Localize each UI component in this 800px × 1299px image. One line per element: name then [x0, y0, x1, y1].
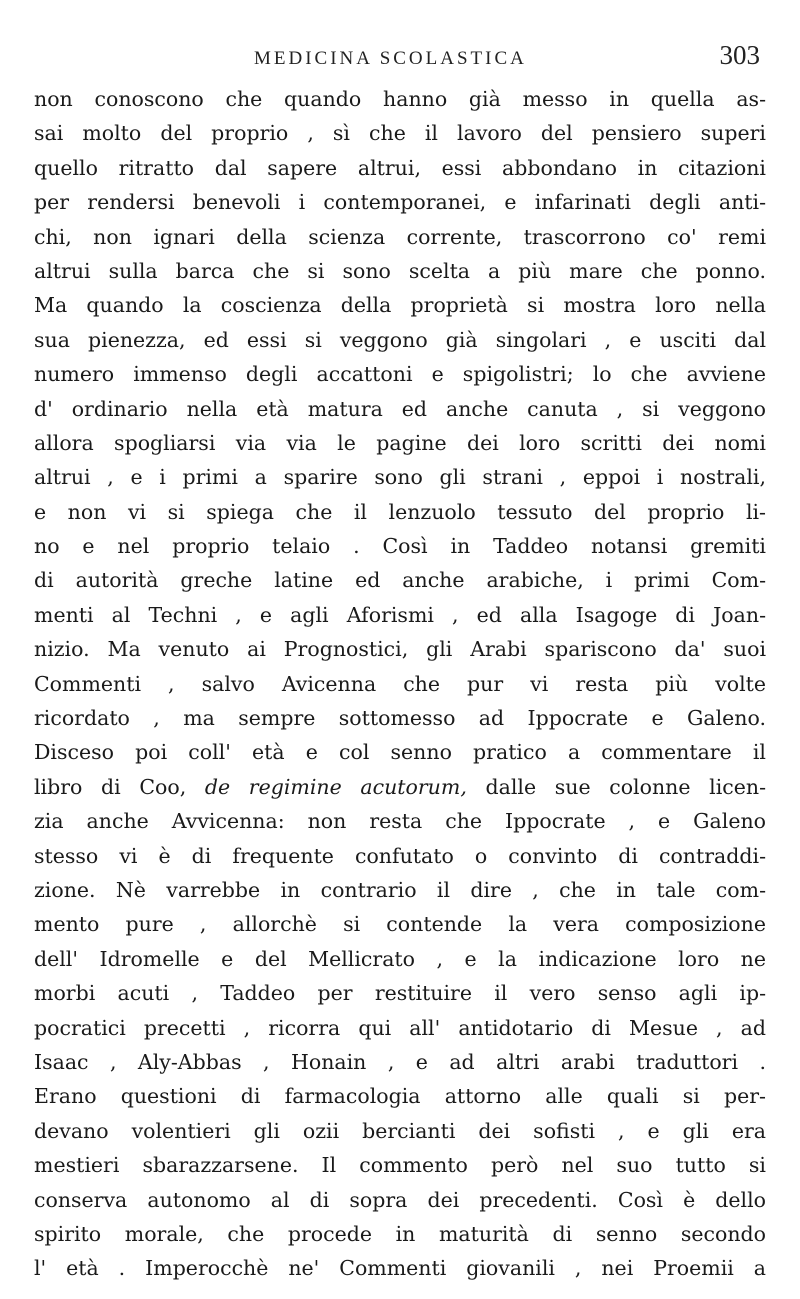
- text-line: Ma quando la coscienza della proprietà si mostra loro nella: [34, 293, 766, 318]
- text-line: mento pure , allorchè si contende la vera composizione: [34, 912, 766, 937]
- text-line: zia anche Avvicenna: non resta che Ippocrate , e Galeno: [34, 809, 766, 834]
- text-line: di autorità greche latine ed anche arabiche, i primi Com-: [34, 568, 766, 593]
- text-line: spirito morale, che procede in maturità di senno secondo: [34, 1221, 766, 1246]
- text-line: ricordato , ma sempre sottomesso ad Ippocrate e Galeno.: [34, 706, 766, 731]
- text-line: quello ritratto dal sapere altrui, essi abbondano in citazioni: [34, 155, 766, 180]
- text-line: d' ordinario nella età matura ed anche canuta , si veggono: [34, 396, 766, 421]
- text-line: per rendersi benevoli i contemporanei, e infarinati degli anti-: [34, 190, 766, 215]
- text-line: zione. Nè varrebbe in contrario il dire , che in tale com-: [34, 877, 766, 902]
- text-line: stesso vi è di frequente confutato o convinto di contraddi-: [34, 843, 766, 868]
- text-line: no e nel proprio telaio . Così in Taddeo notansi gremiti: [34, 534, 766, 559]
- text-line: devano volentieri gli ozii bercianti dei sofisti , e gli era: [34, 1118, 766, 1143]
- text-line: altrui sulla barca che si sono scelta a più mare che ponno.: [34, 258, 766, 283]
- text-line: non conoscono che quando hanno già messo in quella as-: [34, 87, 766, 111]
- text-line: sua pienezza, ed essi si veggono già singolari , e usciti dal: [34, 327, 766, 352]
- text-line: altrui , e i primi a sparire sono gli strani , eppoi i nostrali,: [34, 465, 766, 490]
- running-title: MEDICINA SCOLASTICA: [254, 48, 527, 69]
- text-line: pocratici precetti , ricorra qui all' antidotario di Mesue , ad: [34, 1015, 766, 1040]
- text-line: nizio. Ma venuto ai Prognostici, gli Arabi spariscono da' suoi: [34, 637, 766, 662]
- text-line: menti al Techni , e agli Aforismi , ed alla Isagoge di Joan-: [34, 602, 766, 627]
- page-header: [34, 40, 770, 80]
- text-line: numero immenso degli accattoni e spigolistri; lo che avviene: [34, 362, 766, 387]
- text-line: allora spogliarsi via via le pagine dei loro scritti dei nomi: [34, 430, 766, 455]
- text-line: sai molto del proprio , sì che il lavoro del pensiero superi: [34, 121, 766, 146]
- text-segment: libro di Coo,: [34, 774, 187, 799]
- text-line: Commenti , salvo Avicenna che pur vi resta più volte: [34, 671, 766, 696]
- text-line: chi, non ignari della scienza corrente, trascorrono co' remi: [34, 224, 766, 249]
- body-text: [34, 82, 766, 1286]
- text-line: l' età . Imperocchè ne' Commenti giovanili , nei Proemii a: [34, 1256, 766, 1281]
- text-line: Erano questioni di farmacologia attorno alle quali si per-: [34, 1084, 766, 1109]
- italic-title: de regimine acutorum,: [204, 774, 467, 799]
- text-line: Disceso poi coll' età e col senno pratico a commentare il: [34, 740, 766, 765]
- text-line: conserva autonomo al di sopra dei precedenti. Così è dello: [34, 1187, 766, 1212]
- text-line-with-italic: [34, 770, 766, 804]
- page-number: 303: [719, 40, 760, 70]
- text-line: Isaac , Aly-Abbas , Honain , e ad altri arabi traduttori .: [34, 1049, 766, 1074]
- text-line: mestieri sbarazzarsene. Il commento però nel suo tutto si: [34, 1153, 766, 1178]
- text-segment: dalle sue colonne licen-: [485, 774, 766, 799]
- text-line: e non vi si spiega che il lenzuolo tessuto del proprio li-: [34, 499, 766, 524]
- text-line: dell' Idromelle e del Mellicrato , e la indicazione loro ne: [34, 946, 766, 971]
- text-line: morbi acuti , Taddeo per restituire il vero senso agli ip-: [34, 981, 766, 1006]
